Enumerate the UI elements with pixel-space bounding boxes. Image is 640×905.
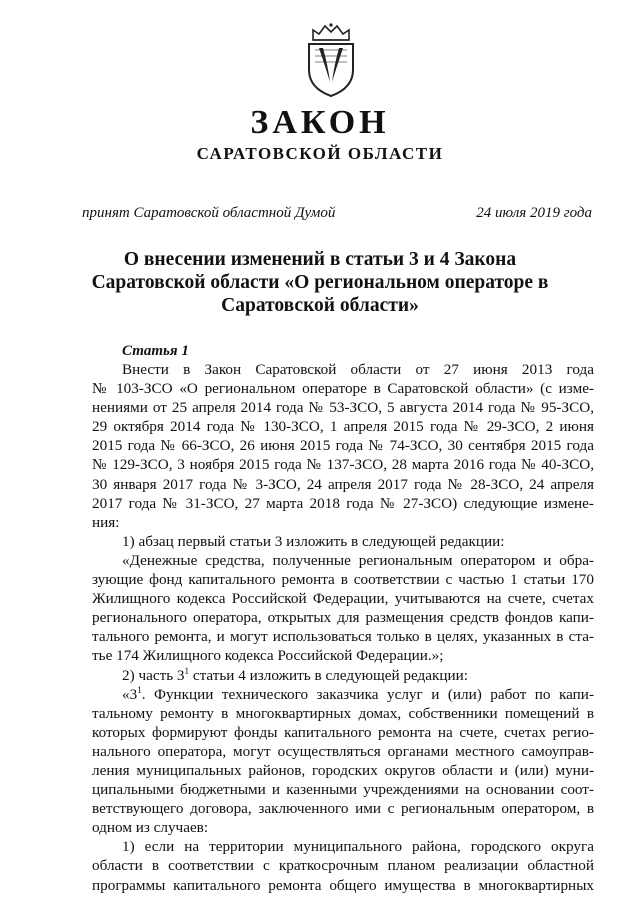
text-line: нениями от 25 апреля 2014 года № 53-ЗСО, 5 августа 2014 года № 95-ЗСО,	[92, 399, 594, 417]
text-line: ципальными бюджетными и казенными учреждениями на основании соот-	[92, 781, 594, 799]
text-line: нального оператора, могут осуществляться органами местного самоуправ-	[92, 742, 594, 760]
quote-sup: 1	[137, 684, 142, 695]
law-heading	[70, 248, 570, 317]
article-body	[92, 360, 594, 895]
text-line: 2017 года № 31-ЗСО, 27 марта 2018 года № 27-ЗСО) следующие измене-	[92, 494, 594, 512]
text-line: Внести в Закон Саратовской области от 27 июня 2013 года	[122, 361, 594, 378]
quote-first: . Функции технического заказчика услуг и (или) работ по капи-	[141, 685, 594, 703]
quote-prefix: «3	[122, 685, 138, 703]
saratov-coat-of-arms-icon	[303, 22, 359, 98]
item-2-suffix: статьи 4 изложить в следующей редакции:	[189, 666, 468, 684]
law-region: САРАТОВСКОЙ ОБЛАСТИ	[196, 144, 444, 163]
item-2-quote-first-line	[92, 685, 594, 704]
text-line: 2015 года № 66-ЗСО, 26 июня 2015 года № 74-ЗСО, 30 сентября 2015 года	[92, 437, 594, 455]
text-line: зующие фонд капитального ремонта в соответствии с частью 1 статьи 170	[92, 571, 594, 589]
text-line: регионального оператора, открытых для размещения средств фондов капи-	[92, 609, 594, 627]
text-line: тальному ремонту в многоквартирных домах, собственники помещений в	[92, 704, 594, 722]
item-2-prefix: 2) часть 3	[122, 666, 185, 684]
text-line: «Денежные средства, полученные региональным оператором и обра-	[122, 551, 594, 569]
text-line: одном из случаев:	[92, 819, 209, 837]
item-1-label: 1) абзац первый статьи 3 изложить в следующей редакции:	[122, 532, 505, 550]
text-line: № 103-ЗСО «О региональном операторе в Саратовской области» (с изме-	[92, 380, 594, 398]
item-2-label	[92, 666, 594, 685]
text-line: ления муниципальных районов, городских округов области и (или) муни-	[92, 761, 594, 779]
item-2-sup: 1	[184, 665, 190, 676]
article-label: Статья 1	[122, 343, 189, 359]
text-line: тье 174 Жилищного кодекса Российской Федерации.»;	[92, 647, 444, 665]
law-title: ЗАКОН	[250, 104, 390, 141]
adopted-by: принят Саратовской областной Думой	[82, 205, 336, 221]
text-line: Жилищного кодекса Российской Федерации, учитываются на счете, счетах	[92, 590, 594, 608]
heading-line: Саратовской области»	[221, 295, 419, 316]
text-line: 29 октября 2014 года № 130-ЗСО, 1 апреля 2015 года № 29-ЗСО, 2 июня	[92, 418, 594, 436]
text-line: которых формируют фонды капитального ремонта на счете, счетах регио-	[92, 723, 594, 741]
text-line: тального ремонта, и могут использоваться только в целях, указанных в ста-	[92, 628, 594, 646]
text-line: программы капитального ремонта общего имущества в многоквартирных	[92, 876, 594, 894]
text-line: 30 января 2017 года № 3-ЗСО, 24 апреля 2017 года № 28-ЗСО, 24 апреля	[92, 475, 594, 493]
text-line: 1) если на территории муниципального района, городского округа	[122, 838, 594, 856]
text-line: ния:	[92, 513, 120, 531]
text-line: ветствующего договора, заключенного ими с региональным оператором, в	[92, 800, 594, 818]
text-line: области в соответствии с краткосрочным планом реализации областной	[92, 857, 594, 875]
heading-line: О внесении изменений в статьи 3 и 4 Закона	[123, 249, 517, 270]
heading-line: Саратовской области «О региональном операторе в	[91, 272, 549, 293]
text-line: № 129-ЗСО, 3 ноября 2015 года № 137-ЗСО, 28 марта 2016 года № 40-ЗСО,	[92, 456, 594, 474]
adoption-date: 24 июля 2019 года	[476, 205, 592, 221]
